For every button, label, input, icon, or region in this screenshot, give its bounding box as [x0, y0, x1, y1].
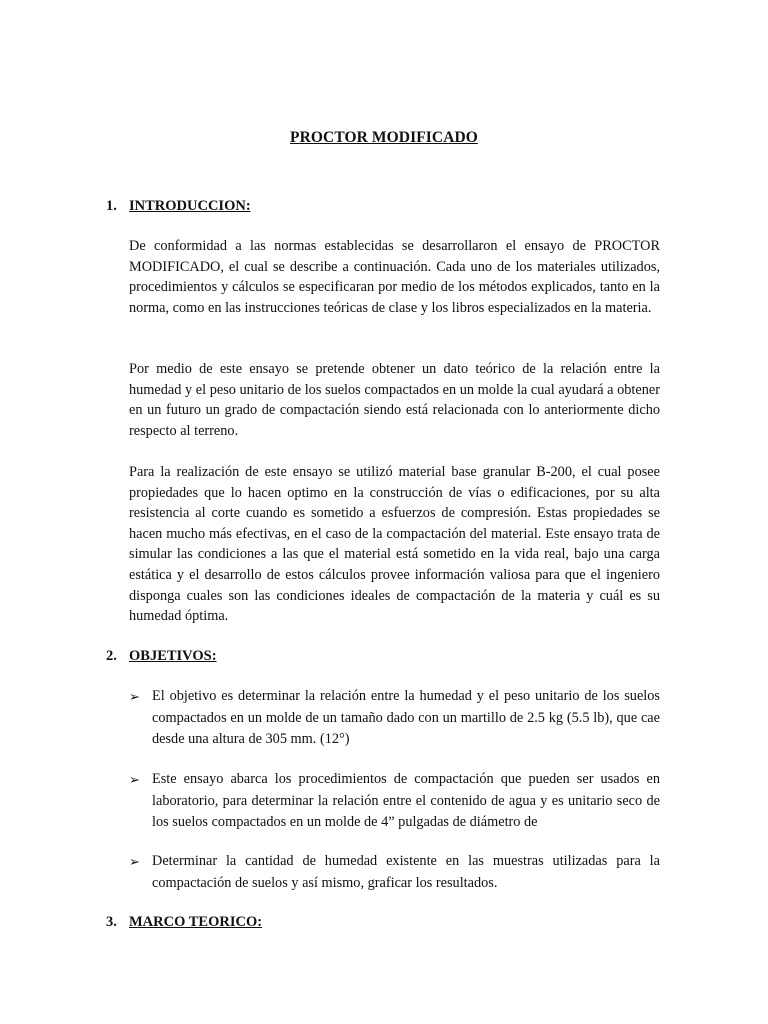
bullet-item	[129, 686, 660, 751]
bullet-item	[129, 851, 660, 894]
paragraph: Para la realización de este ensayo se utilizó material base granular B-200, el cual posee propiedades que lo hacen optimo en la construcción de vías o edificaciones, por su alta resistencia al corte cuando es sometido a esfuerzos de compresión. Estas propiedades se hacen mucho más efectivas, en el caso de la compactación del material. Este ensayo trata de simular las condiciones a las que el material está sometido en la vida real, bajo una carga estática y el desarrollo de estos cálculos provee información valiosa para que el ingeniero disponga cuales son las condiciones ideales de compactación de la materia y cuál es su humedad óptima.	[129, 464, 660, 625]
bullet-item	[129, 769, 660, 834]
section-number: 2.	[106, 648, 117, 664]
section-number: 3.	[106, 914, 117, 930]
document-title: PROCTOR MODIFICADO	[290, 129, 478, 146]
arrow-bullet-icon: ➢	[129, 689, 140, 704]
paragraph: De conformidad a las normas establecidas se desarrollaron el ensayo de PROCTOR MODIFICADO, el cual se describe a continuación. Cada uno de los materiales utilizados, procedimientos y cálculos se especificaran por medio de los métodos explicados, tanto en la norma, como en las instrucciones teóricas de clase y los libros especializados en la materia.	[129, 238, 660, 316]
section-heading-objetivos	[106, 648, 217, 665]
arrow-bullet-icon: ➢	[129, 772, 140, 787]
section-heading-marco-teorico	[106, 914, 262, 931]
section-heading-text: OBJETIVOS:	[129, 648, 217, 664]
section-heading-introduccion	[106, 198, 251, 215]
arrow-bullet-icon: ➢	[129, 854, 140, 869]
bullet-text: Este ensayo abarca los procedimientos de compactación que pueden ser usados en laboratorio, para determinar la relación entre el contenido de agua y es unitario seco de los suelos compactados en un molde de 4” pulgadas de diámetro de	[152, 771, 660, 830]
paragraph: Por medio de este ensayo se pretende obtener un dato teórico de la relación entre la humedad y el peso unitario de los suelos compactados en un molde la cual ayudará a obtener en un futuro un grado de compactación siendo está relacionada con lo anteriormente dicho respecto al terreno.	[129, 361, 660, 439]
section-heading-text: INTRODUCCION:	[129, 198, 251, 214]
section-number: 1.	[106, 198, 117, 214]
section-heading-text: MARCO TEORICO:	[129, 914, 263, 930]
bullet-text: El objetivo es determinar la relación entre la humedad y el peso unitario de los suelos compactados en un molde de un tamaño dado con un martillo de 2.5 kg (5.5 lb), que cae desde una altura de 305 mm. (12°)	[152, 688, 660, 747]
bullet-text: Determinar la cantidad de humedad existente en las muestras utilizadas para la compactación de suelos y así mismo, graficar los resultados.	[152, 853, 660, 891]
